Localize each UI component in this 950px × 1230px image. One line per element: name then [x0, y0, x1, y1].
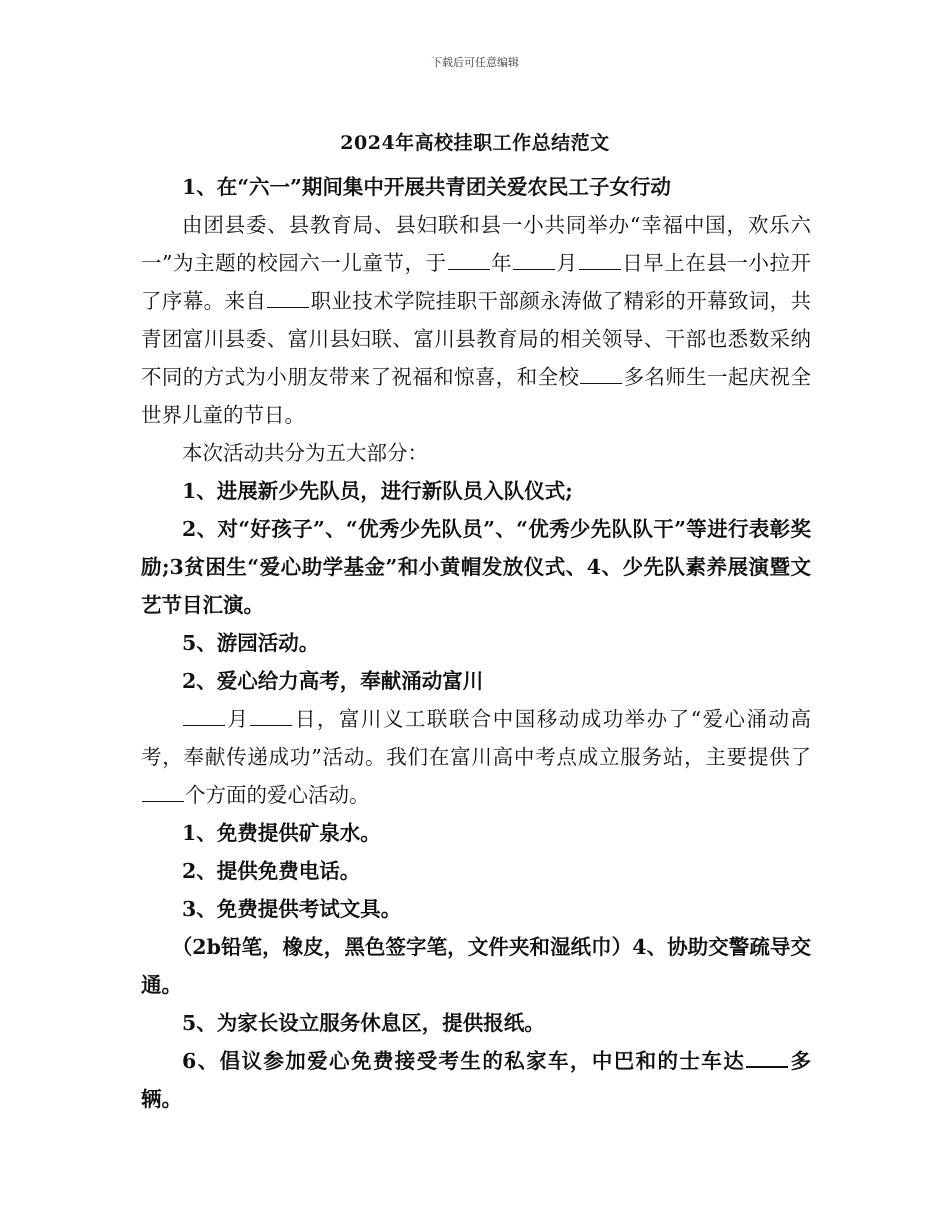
section-2-heading: 2、爱心给力高考，奉献涌动富川	[182, 669, 484, 693]
section-2-item-5: 5、为家长设立服务休息区，提供报纸。	[182, 1011, 545, 1035]
section-2-item-2: 2、提供免费电话。	[182, 859, 361, 883]
section-2-paragraph-1	[141, 700, 811, 814]
fill-blank	[580, 383, 622, 384]
section-2-item-1: 1、免费提供矿泉水。	[182, 821, 381, 845]
fill-blank	[746, 1066, 788, 1068]
section-2-item-6	[141, 1042, 811, 1118]
text-run: 日早上在县一小拉开了序幕。来自	[141, 251, 812, 313]
text-run: 月	[226, 707, 250, 731]
text-run: 由团县委、县教育局、县妇联和县一小共同举办“幸福中国，欢乐六一”为主题的校园六一儿童节，于	[141, 213, 811, 275]
section-1-item-1: 1、进展新少先队员，进行新队员入队仪式;	[182, 479, 573, 503]
fill-blank	[579, 269, 621, 270]
text-run: 月	[556, 251, 578, 275]
page-header-note: 下载后可任意编辑	[431, 56, 519, 69]
text-run: 6、倡议参加爱心免费接受考生的私家车，中巴和的士车达	[182, 1049, 746, 1073]
document-body	[141, 168, 811, 1118]
section-2-item-3-detail: （2b铅笔，橡皮，黑色签字笔，文件夹和湿纸巾）4、协助交警疏导交通。	[141, 935, 811, 997]
section-2-item-3: 3、免费提供考试文具。	[182, 897, 402, 921]
text-run: 多辆。	[141, 1049, 812, 1111]
section-1-item-5: 5、游园活动。	[182, 631, 320, 655]
fill-blank	[183, 725, 225, 726]
document-title: 2024年高校挂职工作总结范文	[340, 132, 610, 154]
fill-blank	[142, 801, 184, 802]
section-1-heading: 1、在“六一”期间集中开展共青团关爱农民工子女行动	[182, 175, 671, 199]
section-1-item-2: 2、对“好孩子”、“优秀少先队员”、“优秀少先队队干”等进行表彰奖励;3贫困生“爱心助学基金”和小黄帽发放仪式、4、少先队素养展演暨文艺节目汇演。	[141, 517, 811, 617]
fill-blank	[513, 269, 555, 270]
fill-blank	[267, 307, 309, 308]
text-run: 职业技术学院挂职干部颜永涛做了精彩的开幕致词，共青团富川县委、富川县妇联、富川县教育局的相关领导、干部也悉数采纳不同的方式为小朋友带来了祝福和惊喜，和全校	[141, 289, 812, 389]
text-run: 日，富川义工联联合中国移动成功举办了“爱心涌动高考，奉献传递成功”活动。我们在富川高中考点成立服务站，主要提供了	[141, 707, 812, 769]
text-run: 年	[490, 251, 513, 275]
section-1-paragraph-2: 本次活动共分为五大部分：	[182, 441, 428, 465]
text-run: 个方面的爱心活动。	[185, 783, 370, 807]
section-1-paragraph-1	[141, 206, 811, 434]
fill-blank	[448, 269, 490, 270]
fill-blank	[250, 725, 292, 726]
text-run: 多名师生一起庆祝全世界儿童的节日。	[141, 365, 812, 427]
